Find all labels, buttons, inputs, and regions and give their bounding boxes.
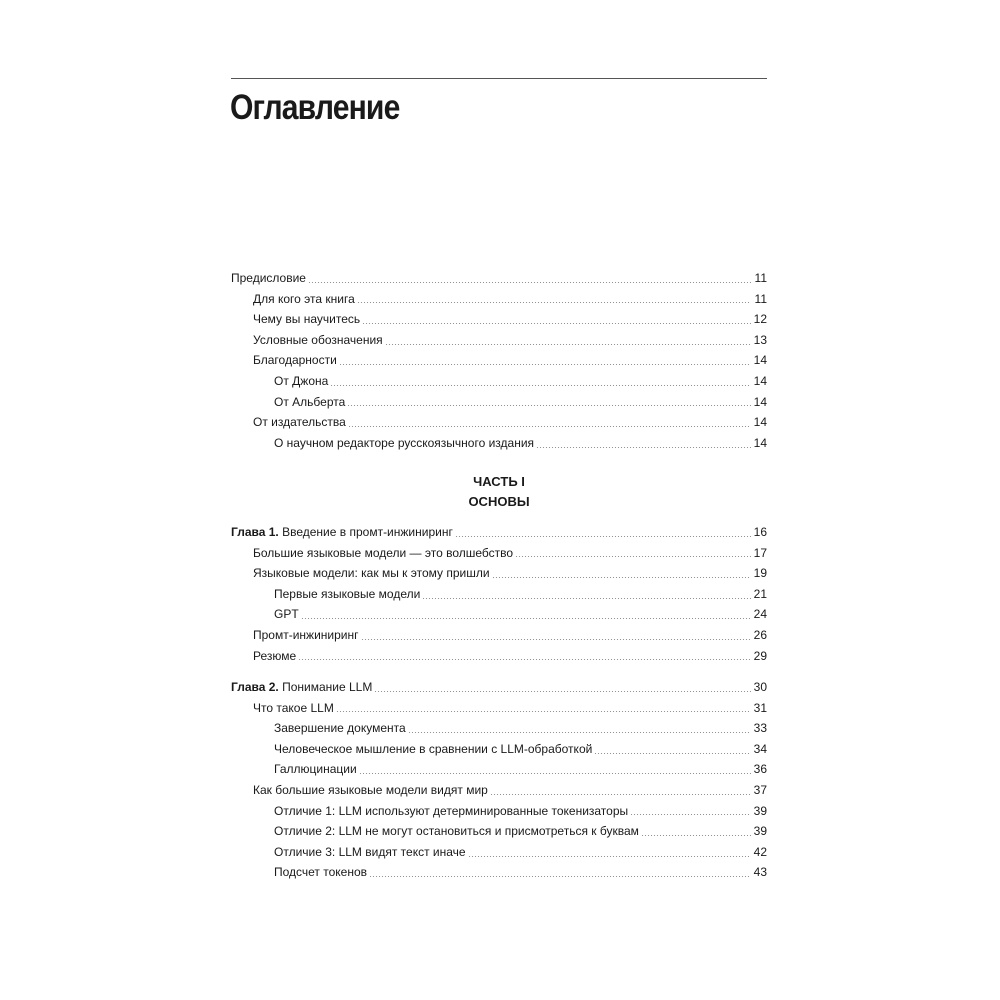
part-title: ОСНОВЫ [468, 494, 530, 509]
toc-entry[interactable] [231, 371, 767, 392]
toc-entry[interactable] [231, 862, 767, 883]
part-number: ЧАСТЬ I [473, 474, 525, 489]
toc-entry-page: 14 [753, 435, 767, 450]
toc-entry-title: От издательства [253, 415, 346, 430]
toc-entry-title: Человеческое мышление в сравнении с LLM-обработкой [274, 741, 593, 756]
toc-entry-page: 13 [753, 332, 767, 347]
toc-entry-title: Чему вы научитесь [253, 312, 361, 327]
dot-leader [468, 856, 751, 857]
toc-entry-page: 29 [753, 648, 767, 663]
toc-entry-title [231, 677, 372, 698]
toc-entry-page: 17 [753, 545, 767, 560]
dot-leader [339, 364, 751, 365]
toc-entry-page: 34 [753, 741, 767, 756]
toc-entry-page: 36 [753, 762, 767, 777]
toc-entry-page: 21 [753, 586, 767, 601]
toc-entry[interactable] [231, 801, 767, 822]
dot-leader [408, 732, 751, 733]
dot-leader [490, 794, 751, 795]
toc-entry-page: 43 [753, 865, 767, 880]
toc-entry-title: Условные обозначения [253, 332, 383, 347]
toc-entry-page: 14 [753, 373, 767, 388]
toc-entry-page: 16 [753, 525, 767, 539]
toc-entry-title: Первые языковые модели [274, 586, 421, 601]
toc-entry-page: 14 [753, 415, 767, 430]
toc-entry[interactable] [231, 330, 767, 351]
dot-leader [455, 536, 751, 537]
toc-entry[interactable] [231, 289, 767, 310]
dot-leader [298, 659, 751, 660]
toc-entry-title: Резюме [253, 648, 297, 663]
top-rule [231, 78, 767, 79]
dot-leader [357, 302, 751, 303]
dot-leader [308, 282, 751, 283]
toc-entry[interactable] [231, 625, 767, 646]
dot-leader [362, 323, 751, 324]
toc-entry[interactable] [231, 433, 767, 454]
dot-leader [347, 405, 751, 406]
toc-entry-page: 14 [753, 353, 767, 368]
toc-entry-page: 26 [753, 627, 767, 642]
toc-entry-page: 12 [753, 312, 767, 327]
toc-entry[interactable] [231, 268, 767, 289]
toc-entry[interactable] [231, 821, 767, 842]
toc-entry[interactable] [231, 718, 767, 739]
toc-entry-title: Отличие 2: LLM не могут остановиться и присмотреться к буквам [274, 824, 639, 839]
toc-entry-title: Отличие 3: LLM видят текст иначе [274, 844, 466, 859]
dot-leader [359, 773, 751, 774]
toc-entry-title: Подсчет токенов [274, 865, 368, 880]
dot-leader [330, 385, 751, 386]
toc-entry[interactable] [231, 646, 767, 667]
toc-entry-title: Языковые модели: как мы к этому пришли [253, 566, 490, 581]
toc-entry-title: О научном редакторе русскоязычного издания [274, 435, 535, 450]
toc-entry-title: Галлюцинации [274, 762, 357, 777]
toc-entry[interactable] [231, 309, 767, 330]
toc-entry-title: Завершение документа [274, 721, 406, 736]
dot-leader [336, 711, 751, 712]
toc-entry-title: Предисловие [231, 271, 306, 285]
dot-leader [422, 598, 751, 599]
toc-entry-title: Что такое LLM [253, 700, 334, 715]
chapter-label: Глава 2. [231, 680, 279, 694]
toc-entry-title: Большие языковые модели — это волшебство [253, 545, 514, 560]
dot-leader [492, 577, 751, 578]
toc-entry-page: 39 [753, 803, 767, 818]
dot-leader [348, 426, 751, 427]
toc-chapter-entry[interactable] [231, 522, 767, 543]
toc-entry-page: 19 [753, 566, 767, 581]
toc-entry[interactable] [231, 350, 767, 371]
dot-leader [385, 344, 751, 345]
toc-chapter-entry[interactable] [231, 677, 767, 698]
toc-entry-title [231, 522, 453, 543]
toc-entry-page: 42 [753, 844, 767, 859]
toc-entry[interactable] [231, 842, 767, 863]
toc-entry-page: 11 [754, 271, 767, 285]
toc-entry-page: 11 [754, 291, 767, 306]
toc-entry-title: GPT [274, 607, 299, 622]
dot-leader [301, 618, 751, 619]
toc-chapter-2 [231, 677, 767, 883]
toc-entry-title: Благодарности [253, 353, 337, 368]
toc-entry-page: 33 [753, 721, 767, 736]
toc-entry[interactable] [231, 543, 767, 564]
toc-entry-title: От Джона [274, 373, 329, 388]
toc-chapter-1 [231, 522, 767, 666]
toc-entry-page: 30 [753, 680, 767, 694]
toc-entry-page: 24 [753, 607, 767, 622]
toc-entry[interactable] [231, 604, 767, 625]
toc-entry-title: Как большие языковые модели видят мир [253, 782, 488, 797]
part-heading [231, 472, 767, 512]
toc-entry-page: 37 [753, 782, 767, 797]
toc-entry-page: 14 [753, 394, 767, 409]
dot-leader [536, 447, 751, 448]
dot-leader [374, 691, 751, 692]
toc-entry-title: От Альберта [274, 394, 346, 409]
toc-entry-title: Промт-инжиниринг [253, 627, 359, 642]
page-title: Оглавление [230, 88, 400, 127]
toc-entry[interactable] [231, 780, 767, 801]
toc-entry[interactable] [231, 412, 767, 433]
dot-leader [594, 753, 751, 754]
toc-front-matter [231, 268, 767, 453]
dot-leader [515, 556, 751, 557]
toc-entry-page: 39 [753, 824, 767, 839]
toc-entry[interactable] [231, 739, 767, 760]
toc-entry-page: 31 [753, 700, 767, 715]
chapter-title: Введение в промт-инжиниринг [282, 525, 453, 539]
chapter-label: Глава 1. [231, 525, 279, 539]
chapter-title: Понимание LLM [282, 680, 373, 694]
toc-entry[interactable] [231, 392, 767, 413]
dot-leader [361, 639, 752, 640]
dot-leader [630, 814, 751, 815]
toc-entry[interactable] [231, 563, 767, 584]
dot-leader [641, 835, 751, 836]
toc-entry[interactable] [231, 759, 767, 780]
toc-entry-title: Для кого эта книга [253, 291, 355, 306]
dot-leader [369, 876, 751, 877]
toc-entry-title: Отличие 1: LLM используют детерминированные токенизаторы [274, 803, 629, 818]
toc-entry[interactable] [231, 584, 767, 605]
toc-entry[interactable] [231, 698, 767, 719]
